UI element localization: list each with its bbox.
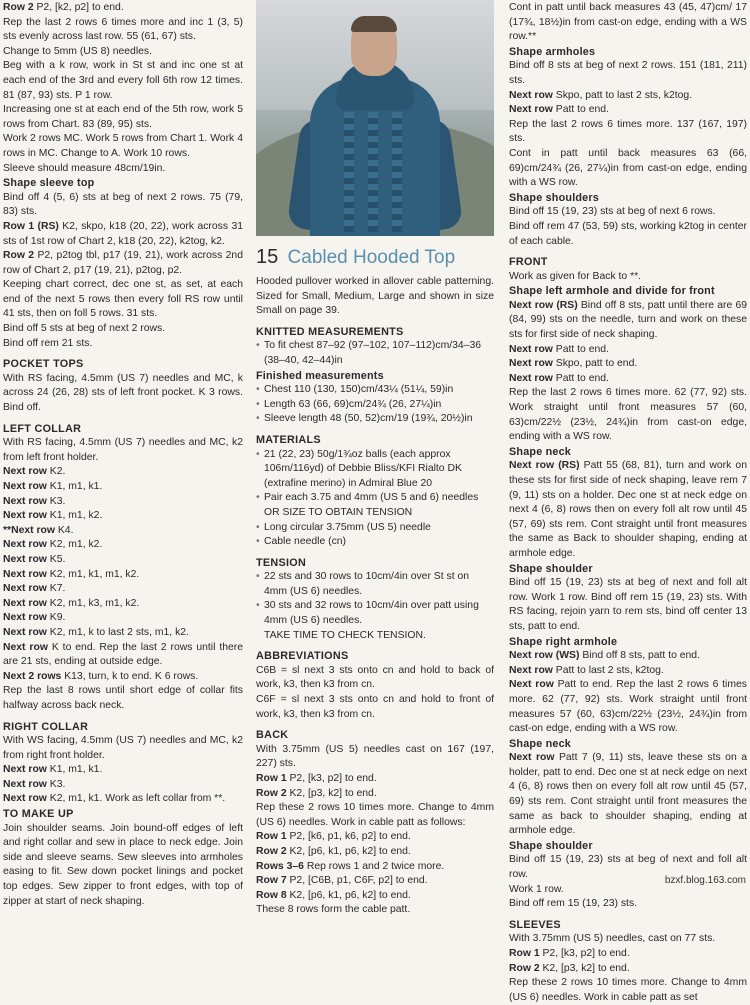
column-middle-text [256,275,494,918]
measurement-item: • Chest 110 (130, 150)cm/43¼ (51¼, 59)in [256,383,494,398]
instruction-line: Next row K1, m1, k1. [3,764,103,776]
instruction-line: Next row K2, m1, k3, m1, k2. [3,597,140,609]
instruction-line: Next row K2, m1, k to last 2 sts, m1, k2. [3,626,189,638]
instruction-line: Next row K9. [3,612,66,624]
column-right [509,0,747,1005]
material-item: • Pair each 3.75 and 4mm (US 5 and 6) needles OR SIZE TO OBTAIN TENSION [256,491,494,520]
section-heading: Shape left armhole and divide for front [509,285,715,298]
instruction-line: Next row K5. [3,553,66,565]
instruction-line: Bind off 15 (19, 23) sts at beg of next and foll alt row. [509,854,747,881]
section-heading: ABBREVIATIONS [256,650,349,663]
tension-item: • 22 sts and 30 rows to 10cm/4in over St st on 4mm (US 6) needles. [256,570,494,599]
section-heading: MATERIALS [256,433,321,446]
instruction-line: With 3.75mm (US 5) needles, cast on 77 sts. [509,933,716,945]
section-heading: Shape right armhole [509,635,618,648]
measurement-item: • Sleeve length 48 (50, 52)cm/19 (19¾, 20½)in [256,412,494,427]
instruction-line: With RS facing, 4.5mm (US 7) needles and MC, k2 from left front holder. [3,437,243,463]
instruction-line: Keeping chart correct, dec one st, as set, at each end of the next 5 rows then every foll RS row until 41 sts, then on foll 5 rows. 31 sts. [3,279,243,320]
pattern-description: Hooded pullover worked in allover cable patterning. Sized for Small, Medium, Large and shown in size Small on page 39. [256,276,494,317]
instruction-line: Row 7 P2, [C6B, p1, C6F, p2] to end. [256,875,428,887]
model-photo [256,0,494,236]
instruction-line: Row 2 K2, [p6, k1, p6, k2] to end. [256,845,411,857]
abbreviation-item: C6F = sl next 3 sts onto cn and hold to front of work, k3, then k3 from cn. [256,694,494,720]
instruction-line: **Next row K4. [3,524,74,536]
instruction-line: Work 1 row. [509,883,564,895]
footer-watermark: bzxf.blog.163.com [664,875,746,887]
instruction-text: Work as given for Back to **. [509,270,642,282]
instruction-line: With 3.75mm (US 5) needles cast on 167 (197, 227) sts. [256,743,494,770]
measurement-item: • To fit chest 87–92 (97–102, 107–112)cm/34–36 (38–40, 42–44)in [256,339,494,368]
instruction-text: With RS facing, 4.5mm (US 7) needles and MC, k across 24 (26, 28) sts of left front pocket. K 3 rows. Bind off. [3,372,243,414]
instruction-line: Next row K2, m1, k2. [3,539,103,551]
instruction-line: Bind off 5 sts at beg of next 2 rows. [3,323,166,335]
instruction-line: Rep the last 2 rows 6 times more. 137 (167, 197) sts. [509,118,747,145]
instruction-line: Cont in patt until back measures 43 (45, 47)cm/ 17 (17¾, 18½)in from cast-on edge, ending with a WS row.** [509,2,747,43]
section-heading: Finished measurements [256,369,384,382]
instruction-line: Next row Patt to end. Rep the last 2 rows 6 times more. 62 (77, 92) sts. Work straight until front measures 57 (60, 63)cm/22½ (23½, 24¾)in from cast-on edge, ending with a WS row. [509,679,747,735]
instruction-line: These 8 rows form the cable patt. [256,904,411,916]
section-heading: POCKET TOPS [3,358,84,371]
instruction-line: Next row K1, m1, k1. [3,481,103,492]
pattern-number: 15 [256,246,279,268]
instruction-line: Beg with a k row, work in St st and inc one st at each end of the 3rd and every foll 6th row 12 times. 81 (87, 93) sts. P 1 row. [3,60,243,101]
pattern-title [256,246,494,269]
section-heading: KNITTED MEASUREMENTS [256,325,404,338]
section-heading: Shape shoulder [509,839,593,852]
instruction-line: Next row K2, m1, k1. Work as left collar from **. [3,793,226,805]
instruction-line: Row 2 K2, [p3, k2] to end. [509,962,630,974]
section-heading: Shape neck [509,445,572,458]
instruction-line: Bind off rem 21 sts. [3,337,93,349]
instruction-line: Bind off 15 (19, 23) sts at beg of next 6 rows. [509,206,716,218]
section-heading: RIGHT COLLAR [3,720,89,733]
instruction-line: Row 1 P2, [k3, p2] to end. [256,773,377,784]
instruction-line: Row 1 (RS) K2, skpo, k18 (20, 22), work across 31 sts of 1st row of Chart 2, k18 (20, 22), k2tog, k2. [3,220,244,247]
instruction-line: Next row K1, m1, k2. [3,510,103,522]
instruction-line: Next row Skpo, patt to end. [509,358,638,370]
column-left [3,0,243,909]
section-heading: Shape neck [509,737,572,750]
instruction-text: Join shoulder seams. Join bound-off edges of left and right collar and sew in place to neck edge. Join side and sleeve seams. Sew sleeves into armholes easing to fit. Sew down pocket linings and pocket top edges. Sew zipper to front edges, with top of zipper at start of neck shaping. [3,822,243,907]
section-heading: SLEEVES [509,918,561,931]
instruction-line: Bind off 15 (19, 23) sts at beg of next and foll alt row. Work 1 row. Bind off rem 15 (19, 23) sts. With RS facing, rejoin yarn to rem sts, bind off center 13 sts, patt to end. [509,577,747,632]
section-heading: FRONT [509,256,548,269]
instruction-line: Next 2 rows K13, turn, k to end. K 6 rows. [3,670,199,682]
material-item: • Cable needle (cn) [256,535,494,550]
instruction-line: Next row K to end. Rep the last 2 rows until there are 21 sts, ending at outside edge. [3,641,244,668]
instruction-line: Bind off 8 sts at beg of next 2 rows. 151 (181, 211) sts. [509,60,747,86]
instruction-line: Rep the last 2 rows 6 times more. 62 (77, 92) sts. Work straight until front measures 57 (60, 63)cm/22½ (23½, 24¾)in from cast-on edge, ending with a WS row. [509,387,747,443]
instruction-line: Next row (RS) Patt 55 (68, 81), turn and work on these sts for first side of neck shaping, leave rem 7 (9, 11) sts on a holder. Dec one st at neck edge on next 4 (6, 8) rows then on every foll alt row until 45 (57, 69) sts rem. Cont straight until front measures the same as Back to shoulder shaping, ending at armhole edge. [509,460,747,559]
material-item: • 21 (22, 23) 50g/1¾oz balls (each approx 106m/116yd) of Debbie Bliss/KFI Rialto DK (extrafine merino) in Admiral Blue 20 [256,448,494,492]
instruction-line: Next row K7. [3,583,66,595]
section-heading: Shape shoulders [509,191,599,204]
instruction-line: Next row Patt 7 (9, 11) sts, leave these sts on a holder, patt to end. Dec one st at neck edge on next 4 (6, 8) rows then on every foll alt row until 45 (57, 69) sts rem. Cont straight until front measures the same as back to shoulder shaping, ending at armhole edge. [509,752,747,837]
instruction-line: Next row (RS) Bind off 8 sts, patt until there are 69 (84, 99) sts on the needle, turn and work on these sts for first side of neck shaping. [509,299,747,341]
section-heading: Shape sleeve top [3,177,95,190]
instruction-line: Rep these 2 rows 10 times more. Change to 4mm (US 6) needles. Work in cable patt as follows: [256,802,494,828]
instruction-line: Sleeve should measure 48cm/19in. [3,162,166,174]
section-heading: TENSION [256,556,307,569]
instruction-line: Next row K3. [3,495,66,507]
instruction-line: Row 1 P2, [k6, p1, k6, p2] to end. [256,831,411,843]
instruction-line: Rows 3–6 Rep rows 1 and 2 twice more. [256,860,445,872]
instruction-line: Row 2 P2, p2tog tbl, p17 (19, 21), work across 2nd row of Chart 2, p17 (19, 21), p2tog, p2. [3,250,243,276]
section-heading: TO MAKE UP [3,808,74,821]
instruction-line: Row 2 K2, [p3, k2] to end. [256,787,377,799]
section-heading: Shape shoulder [509,562,593,575]
instruction-line: Next row Patt to end. [509,343,609,355]
column-middle [256,0,494,918]
instruction-line: Next row Patt to end. [509,104,609,116]
instruction-line: Next row (WS) Bind off 8 sts, patt to end. [509,650,700,662]
instruction-line: Row 2 P2, [k2, p2] to end. [3,2,124,13]
tension-note: TAKE TIME TO CHECK TENSION. [264,629,426,641]
measurement-item: • Length 63 (66, 69)cm/24¾ (26, 27¼)in [256,398,494,413]
instruction-line: Work 2 rows MC. Work 5 rows from Chart 1. Work 4 rows in MC. Change to A. Work 10 rows. [3,133,243,159]
section-heading: BACK [256,729,289,742]
section-heading: LEFT COLLAR [3,422,82,435]
instruction-line: Next row K2. [3,466,66,478]
material-item: • Long circular 3.75mm (US 5) needle [256,521,494,536]
instruction-line: Rep the last 2 rows 6 times more and inc 1 (3, 5) sts evenly across last row. 55 (61, 67) sts. [3,16,243,43]
tension-item: • 30 sts and 32 rows to 10cm/4in over patt using 4mm (US 6) needles. [256,599,494,628]
instruction-line: With WS facing, 4.5mm (US 7) needles and MC, k2 from right front holder. [3,735,243,761]
instruction-line: Row 1 P2, [k3, p2] to end. [509,948,630,959]
instruction-line: Next row Patt to end. [509,372,609,384]
instruction-line: Next row Patt to last 2 sts, k2tog. [509,664,664,676]
instruction-line: Next row K2, m1, k1, m1, k2. [3,568,140,580]
instruction-line: Bind off rem 15 (19, 23) sts. [509,898,638,910]
abbreviation-item: C6B = sl next 3 sts onto cn and hold to back of work, k3, then k3 from cn. [256,664,494,691]
section-heading: Shape armholes [509,45,596,58]
instruction-line: Bind off 4 (5, 6) sts at beg of next 2 rows. 75 (79, 83) sts. [3,191,243,218]
instruction-line: Row 8 K2, [p6, k1, p6, k2] to end. [256,889,411,901]
instruction-line: Bind off rem 47 (53, 59) sts, working k2tog in center of each cable. [509,220,747,247]
pattern-title-text: Cabled Hooded Top [287,247,456,268]
instruction-line: Cont in patt until back measures 63 (66, 69)cm/24¾ (26, 27¼)in from cast-on edge, ending with a WS row. [509,147,747,189]
instruction-line: Next row Skpo, patt to last 2 sts, k2tog. [509,89,693,101]
instruction-line: Change to 5mm (US 8) needles. [3,45,153,57]
instruction-line: Rep these 2 rows 10 times more. Change to 4mm (US 6) needles. Work in cable patt as set [509,977,747,1003]
instruction-line: Increasing one st at each end of the 5th row, work 5 rows from Chart. 83 (89, 95) sts. [3,104,243,130]
instruction-line: Rep the last 8 rows until short edge of collar fits halfway across back neck. [3,685,243,711]
instruction-line: Next row K3. [3,778,66,790]
